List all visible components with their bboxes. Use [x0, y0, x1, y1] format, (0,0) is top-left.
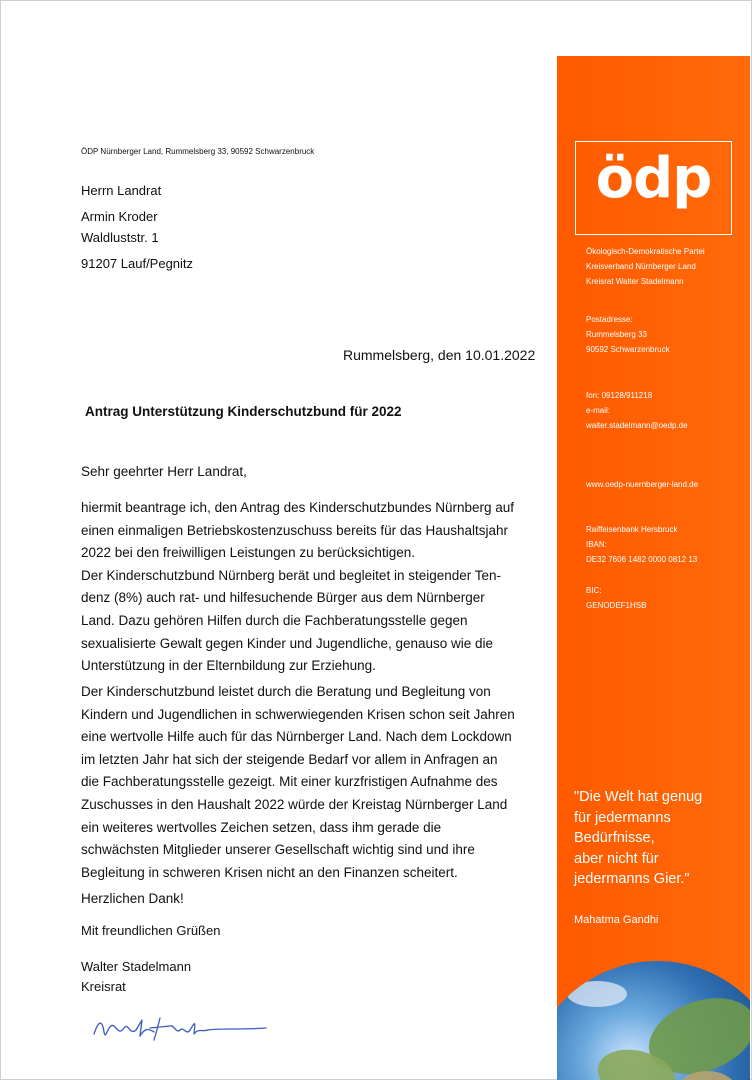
org-line: Kreisverband Nürnberger Land [586, 262, 696, 271]
text-line: ein weiteres wertvolles Zeichen setzen, dass ihm gerade die [81, 819, 442, 835]
contact-info [586, 388, 688, 433]
signer-role: Kreisrat [81, 979, 126, 994]
text-line: hiermit beantrage ich, den Antrag des Kinderschutzbundes Nürnberg auf [81, 500, 515, 515]
text-line: eine wertvolle Hilfe auch für das Nürnberger Land. Nach dem Lockdown [81, 729, 512, 745]
text-line: im letzten Jahr hat sich der steigende Bedarf vor allem in Anfragen an [81, 751, 498, 767]
recipient-name: Armin Kroder [81, 209, 158, 224]
recipient-street: Waldluststr. 1 [81, 230, 159, 245]
organization-info [586, 244, 705, 289]
thanks-line: Herzlichen Dank! [81, 891, 184, 906]
text-line: die Fachberatungsstelle gezeigt. Mit einer kurzfristigen Aufnahme des [81, 774, 498, 790]
quote-line: jedermanns Gier." [574, 871, 690, 887]
quote-line: aber nicht für [574, 850, 659, 867]
website: www.oedp-nuernberger-land.de [586, 480, 699, 489]
text-line: schwächsten Mitglieder unserer Gesellschaft wichtig sind und ihre [81, 842, 475, 858]
gandhi-quote [574, 787, 702, 890]
text-line: sexualisierte Gewalt gegen Kinder und Jugendliche, genauso wie die [81, 635, 494, 651]
body-paragraph-2 [81, 681, 541, 884]
text-line: Zuschusses in den Haushalt 2022 würde der Kreistag Nürnberger Land [81, 796, 508, 812]
recipient-city: 91207 Lauf/Pegnitz [81, 256, 194, 271]
bic-info [586, 583, 646, 613]
body-paragraph-1 [81, 497, 541, 678]
text-line: Begleitung in schweren Krisen nicht an den Finanzen scheitert. [81, 864, 458, 880]
globe-image [557, 961, 750, 1080]
contact-line: fon: 09128/911218 [586, 391, 653, 400]
text-line: 2022 bei den freiwilligen Leistungen zu berücksichtigen. [81, 545, 415, 561]
bic-line: BIC: [586, 586, 602, 595]
text-line: Land. Dazu gehören Hilfen durch die Fachberatungsstelle gegen [81, 612, 468, 628]
logo-wordmark: ödp [595, 146, 712, 211]
letter-subject: Antrag Unterstützung Kinderschutzbund für 2022 [85, 404, 402, 419]
text-line: einen einmaligen Betriebskostenzuschuss bereits für das Haushaltsjahr [81, 522, 508, 538]
quote-line: für jedermanns [574, 809, 671, 826]
org-line: Kreisrat Walter Stadelmann [586, 277, 684, 286]
bic-line: GENODEF1HSB [586, 601, 647, 610]
postal-line: 90592 Schwarzenbruck [586, 345, 670, 354]
text-line: Der Kinderschutzbund leistet durch die Beratung und Begleitung von [81, 684, 491, 699]
salutation: Sehr geehrter Herr Landrat, [81, 464, 247, 479]
handwritten-signature [90, 1012, 280, 1048]
bank-line: IBAN: [586, 540, 607, 549]
quote-line: Bedürfnisse, [574, 830, 655, 846]
sender-return-address: ÖDP Nürnberger Land, Rummelsberg 33, 90592 Schwarzenbruck [81, 147, 315, 156]
place-date: Rummelsberg, den 10.01.2022 [343, 347, 536, 363]
postal-address [586, 312, 670, 357]
contact-line: e-mail: [586, 406, 611, 415]
text-line: denz (8%) auch rat- und hilfesuchende Bürger aus dem Nürnberger [81, 590, 485, 606]
quote-line: "Die Welt hat genug [574, 789, 703, 805]
signer-name: Walter Stadelmann [81, 959, 192, 974]
quote-author: Mahatma Gandhi [574, 914, 659, 926]
orange-sidebar [557, 56, 750, 1080]
oedp-logo [575, 141, 732, 235]
text-line: Der Kinderschutzbund Nürnberg berät und begleitet in steigender Ten- [81, 567, 502, 583]
postal-line: Postadresse: [586, 315, 633, 324]
postal-line: Rummelsberg 33 [586, 330, 647, 339]
regards-line: Mit freundlichen Grüßen [81, 923, 221, 938]
bank-line: Raiffeisenbank Hersbruck [586, 525, 678, 534]
recipient-title: Herrn Landrat [81, 183, 162, 198]
bank-info [586, 522, 697, 567]
bank-line: DE32 7606 1482 0000 0812 13 [586, 555, 698, 564]
text-line: Kindern und Jugendlichen in schwerwiegenden Krisen schon seit Jahren [81, 706, 515, 722]
org-line: Ökologisch-Demokratische Partei [586, 247, 705, 256]
contact-line: walter.stadelmann@oedp.de [586, 421, 688, 430]
text-line: Unterstützung in der Elternbildung zur Erziehung. [81, 658, 376, 674]
